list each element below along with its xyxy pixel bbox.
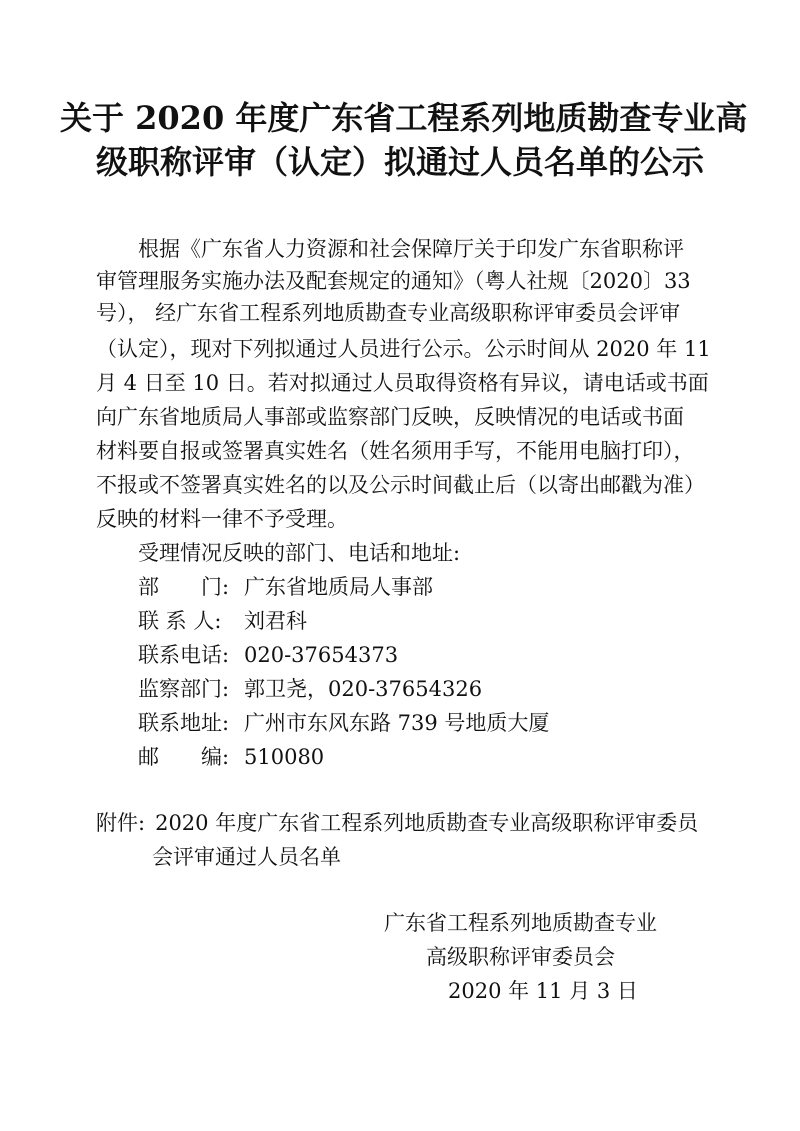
contact-label: 联系电话: [138,643,230,667]
body-line-4: （认定），现对下列拟通过人员进行公示。公示时间从 2020 年 11 [96,337,711,361]
body-line-1: 根据《广东省人力资源和社会保障厅关于印发广东省职称评 [138,237,684,261]
contact-label: 监察部门: [138,677,230,701]
contact-label: 联系地址: [138,711,230,735]
contact-row-person [138,606,307,636]
contact-row-supervision [138,674,482,704]
contact-value: 刘君科 [244,609,307,633]
contact-row-address [138,708,549,738]
document-title-line-1: 关于 2020 年度广东省工程系列地质勘查专业高 [60,99,748,137]
signature-org-line-2: 高级职称评审委员会 [426,945,615,969]
signature-date: 2020 年 11 月 3 日 [448,979,638,1003]
body-line-5: 月 4 日至 10 日。若对拟通过人员取得资格有异议，请电话或书面 [96,371,709,395]
attachment-label: 附件: [96,811,146,835]
contact-value: 郭卫尧，020-37654326 [244,677,483,701]
contact-label: 邮 编: [138,745,230,769]
body-line-6: 向广东省地质局人事部或监察部门反映，反映情况的电话或书面 [96,405,684,429]
body-line-8: 不报或不签署真实姓名的以及公示时间截止后（以寄出邮戳为准） [96,473,705,497]
contact-row-department [138,572,433,602]
body-line-7: 材料要自报或签署真实姓名（姓名须用手写，不能用电脑打印）， [96,439,695,463]
contact-row-phone [138,640,398,670]
contact-value: 020-37654373 [244,643,399,667]
contact-row-postcode [138,742,324,772]
signature-org-line-1: 广东省工程系列地质勘查专业 [384,911,657,935]
body-line-2: 审管理服务实施办法及配套规定的通知》（粤人社规〔2020〕33 [96,269,691,293]
attachment-line-2: 会评审通过人员名单 [152,845,341,869]
body-line-3: 号）， 经广东省工程系列地质勘查专业高级职称评审委员会评审 [96,301,681,325]
contact-value: 广州市东风东路 739 号地质大厦 [244,711,550,735]
contact-value: 广东省地质局人事部 [244,575,433,599]
body-line-9: 反映的材料一律不予受理。 [96,507,348,531]
contact-value: 510080 [244,745,325,769]
contact-label: 部 门: [138,575,230,599]
contact-intro: 受理情况反映的部门、电话和地址: [138,541,461,565]
document-title-line-2: 级职称评审（认定）拟通过人员名单的公示 [95,143,704,181]
attachment-text: 2020 年度广东省工程系列地质勘查专业高级职称评审委员 [155,811,699,835]
attachment-line-1 [96,808,698,838]
contact-label: 联 系 人: [138,609,222,633]
